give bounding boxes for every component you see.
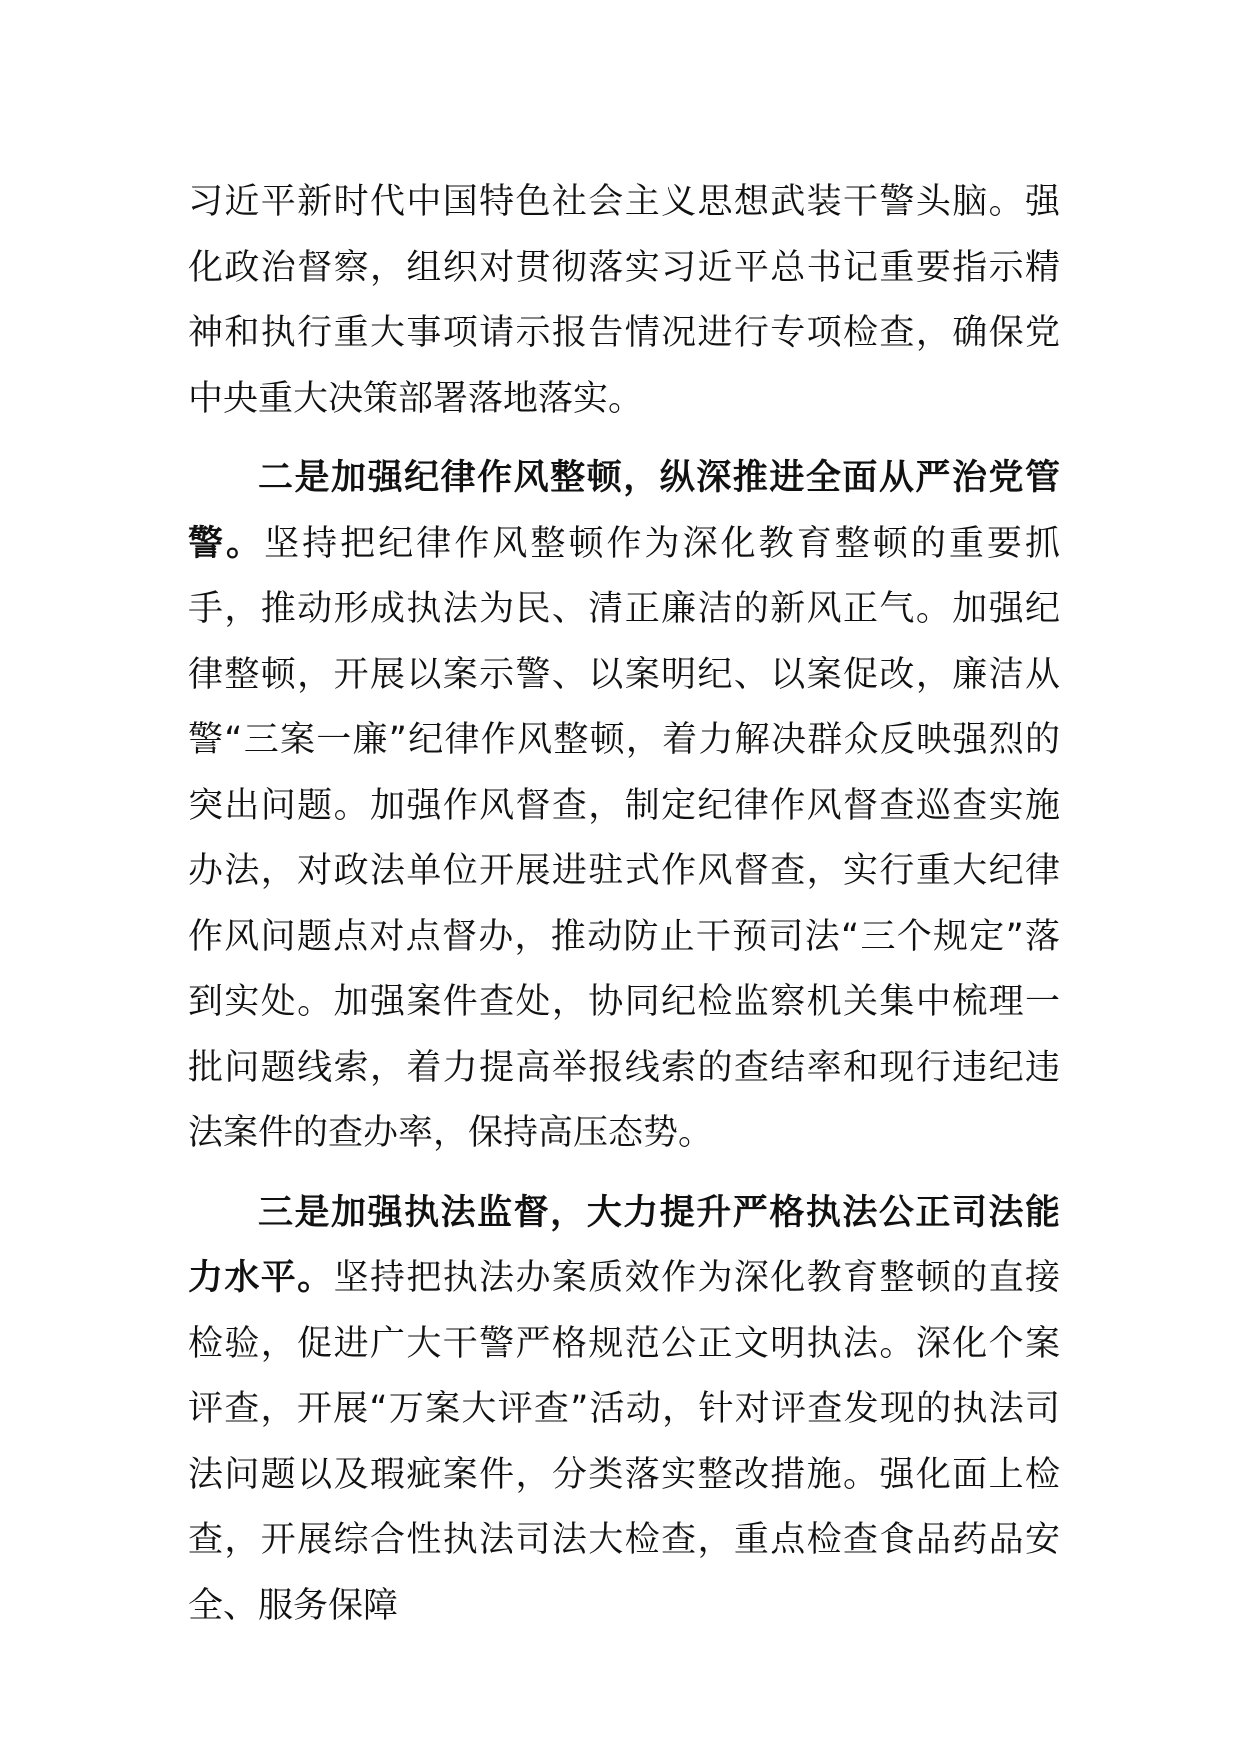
paragraph-continuation: [188, 170, 1060, 432]
paragraph-heading: 二是加强纪律作风整顿，纵深推进全面从严治党管警。: [188, 458, 1060, 564]
paragraph-text: 坚持把纪律作风整顿作为深化教育整顿的重要抓手，推动形成执法为民、清正廉洁的新风正气。加强纪律整顿，开展以案示警、以案明纪、以案促改，廉洁从警“三案一廉”纪律作风整顿，着力解决群众反映强烈的突出问题。加强作风督查，制定纪律作风督查巡查实施办法，对政法单位开展进驻式作风督查，实行重大纪律作风问题点对点督办，推动防止干预司法“三个规定”落到实处。加强案件查处，协同纪检监察机关集中梳理一批问题线索，着力提高举报线索的查结率和现行违纪违法案件的查办率，保持高压态势。: [188, 523, 1060, 1153]
paragraph-heading: 三是加强执法监督，大力提升严格执法公正司法能力水平。: [188, 1192, 1060, 1298]
paragraph-discipline: [188, 446, 1060, 1167]
paragraph-text: 习近平新时代中国特色社会主义思想武装干警头脑。强化政治督察，组织对贯彻落实习近平总书记重要指示精神和执行重大事项请示报告情况进行专项检查，确保党中央重大决策部署落地落实。: [188, 182, 1060, 419]
paragraph-enforcement: [188, 1181, 1060, 1640]
document-body: [188, 170, 1060, 1639]
paragraph-text: 坚持把执法办案质效作为深化教育整顿的直接检验，促进广大干警严格规范公正文明执法。深化个案评查，开展“万案大评查”活动，针对评查发现的执法司法问题以及瑕疵案件，分类落实整改措施。强化面上检查，开展综合性执法司法大检查，重点检查食品药品安全、服务保障: [188, 1258, 1060, 1626]
